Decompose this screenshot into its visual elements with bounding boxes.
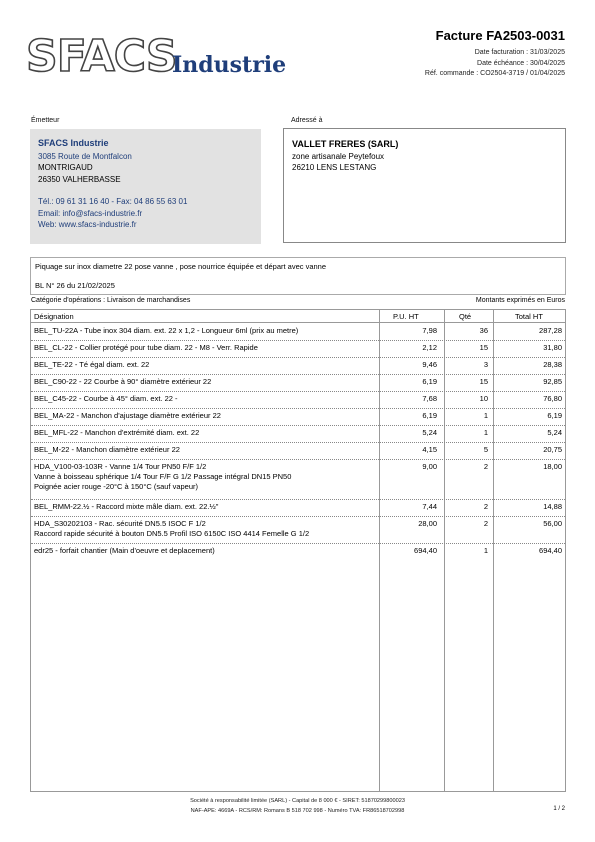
designation-line: BEL_CL-22 - Collier protégé pour tube diam. 22 - M8 - Verr. Rapide [34,343,258,352]
invoice-title: Facture FA2503-0031 [435,28,565,43]
cell-total: 31,80 [543,343,562,352]
designation-line: BEL_M-22 - Manchon diamètre extérieur 22 [34,445,180,454]
cell-quantity: 1 [483,411,488,420]
cell-total: 20,75 [543,445,562,454]
emitter-web: Web: www.sfacs-industrie.fr [38,220,137,229]
cell-quantity: 1 [483,546,488,555]
cell-total: 694,40 [539,546,562,555]
header-total: Total HT [515,312,543,321]
emitter-box [30,129,261,244]
cell-unit-price: 6,19 [422,377,437,386]
cell-designation [34,519,379,539]
logo-industrie-text: Industrie [172,52,287,78]
table-row [31,394,565,409]
cell-unit-price: 7,68 [422,394,437,403]
cell-unit-price: 9,00 [422,462,437,471]
object-box [30,257,566,295]
recipient-postcode-city: 26210 LENS LESTANG [292,163,377,172]
table-row [31,343,565,358]
cell-quantity: 5 [483,445,488,454]
header-designation: Désignation [34,312,74,321]
designation-line: BEL_RMM-22.½ - Raccord mixte mâle diam. ext. 22.½" [34,502,219,511]
cell-quantity: 3 [483,360,488,369]
recipient-label: Adressé à [291,117,323,124]
table-row [31,462,565,500]
currency-note: Montants exprimés en Euros [475,297,565,304]
table-row [31,360,565,375]
recipient-address: zone artisanale Peytefoux [292,151,385,161]
table-row [31,326,565,341]
cell-unit-price: 2,12 [422,343,437,352]
page-number: 1 / 2 [553,806,565,812]
designation-line: Raccord rapide sécurité à bouton DN5.5 Profil ISO 6150C ISO 4414 Femelle G 1/2 [34,529,310,538]
emitter-email: Email: info@sfacs-industrie.fr [38,208,143,218]
cell-designation [34,445,379,455]
cell-quantity: 2 [483,462,488,471]
emitter-label: Émetteur [31,117,60,124]
designation-line: HDA_V100-03-103R - Vanne 1/4 Tour PN50 F/F 1/2 [34,462,207,471]
designation-line: BEL_MA-22 - Manchon d'ajustage diamètre extérieur 22 [34,411,221,420]
cell-designation [34,394,379,404]
designation-line: Vanne à boisseau sphérique 1/4 Tour F/F G 1/2 Passage intégral DN15 PN50 [34,472,292,481]
object-text: Piquage sur inox diametre 22 pose vanne , pose nourrice équipée et départ avec vanne [35,262,327,271]
emitter-city: MONTRIGAUD [38,163,93,172]
cell-total: 56,00 [543,519,562,528]
recipient-name: VALLET FRERES (SARL) [292,139,399,149]
designation-line: BEL_MFL-22 - Manchon d'extrémité diam. ext. 22 [34,428,200,437]
cell-total: 76,80 [543,394,562,403]
footer-line-2: NAF-APE: 4669A - RCS/RM: Romans B 518 702 998 - Numéro TVA: FR86518702998 [190,807,405,814]
cell-designation [34,377,379,387]
cell-unit-price: 4,15 [422,445,437,454]
header-quantity: Qté [459,312,472,321]
cell-designation [34,462,379,492]
recipient-box [283,128,566,243]
designation-line: BEL_TE-22 - Té égal diam. ext. 22 [34,360,150,369]
cell-quantity: 1 [483,428,488,437]
table-row [31,502,565,517]
cell-total: 18,00 [543,462,562,471]
table-row [31,377,565,392]
emitter-postcode-city: 26350 VALHERBASSE [38,174,121,184]
order-reference: Réf. commande : CO2504-3719 / 01/04/2025 [424,70,565,77]
logo-sfacs-text: SFACS [26,31,177,82]
cell-quantity: 2 [483,519,488,528]
designation-line: HDA_S30202103 - Rac. sécurité DN5.5 ISOC F 1/2 [34,519,206,528]
cell-total: 287,28 [539,326,562,335]
designation-line: BEL_TU-22A - Tube inox 304 diam. ext. 22 x 1,2 - Longueur 6ml (prix au metre) [34,326,299,335]
table-row [31,546,565,561]
designation-line: BEL_C45-22 - Courbe à 45° diam. ext. 22 - [34,394,178,403]
cell-unit-price: 7,44 [422,502,437,511]
header-unit-price: P.U. HT [393,312,419,321]
delivery-note: BL N° 26 du 21/02/2025 [35,281,115,290]
operation-category: Catégorie d'opérations : Livraison de marchandises [31,297,191,304]
cell-unit-price: 6,19 [422,411,437,420]
cell-total: 14,88 [543,502,562,511]
cell-designation [34,343,379,353]
cell-quantity: 10 [479,394,488,403]
cell-total: 5,24 [547,428,562,437]
emitter-address: 3085 Route de Montfalcon [38,151,132,161]
table-row [31,445,565,460]
legal-footer [0,797,595,816]
cell-total: 6,19 [547,411,562,420]
table-row [31,519,565,544]
invoice-date: Date facturation : 31/03/2025 [474,49,565,56]
company-logo [26,32,296,82]
invoice-due-date: Date échéance : 30/04/2025 [477,59,565,67]
table-row [31,428,565,443]
emitter-name: SFACS Industrie [38,138,109,148]
cell-unit-price: 9,46 [422,360,437,369]
cell-unit-price: 694,40 [414,546,437,555]
table-header [31,310,565,323]
cell-quantity: 15 [479,343,488,352]
designation-line: BEL_C90-22 - 22 Courbe à 90° diamètre extérieur 22 [34,377,212,386]
cell-designation [34,546,379,556]
cell-designation [34,360,379,370]
emitter-phone: Tél.: 09 61 31 16 40 - Fax: 04 86 55 63 01 [38,197,188,206]
cell-unit-price: 7,98 [422,326,437,335]
cell-quantity: 2 [483,502,488,511]
cell-designation [34,502,379,512]
cell-unit-price: 5,24 [422,428,437,437]
cell-quantity: 36 [479,326,488,335]
cell-designation [34,428,379,438]
cell-total: 92,85 [543,377,562,386]
cell-designation [34,326,379,336]
designation-line: Poignée acier rouge -20°C à 150°C (sauf vapeur) [34,482,199,491]
cell-designation [34,411,379,421]
designation-line: edr25 - forfait chantier (Main d'oeuvre et deplacement) [34,546,215,555]
cell-total: 28,38 [543,360,562,369]
cell-unit-price: 28,00 [418,519,437,528]
footer-line-1: Société à responsabilité limitée (SARL) - Capital de 8 000 € - SIRET: 51870299800023 [190,798,405,804]
invoice-meta [425,48,565,80]
table-row [31,411,565,426]
cell-quantity: 15 [479,377,488,386]
invoice-lines-table [30,309,566,792]
